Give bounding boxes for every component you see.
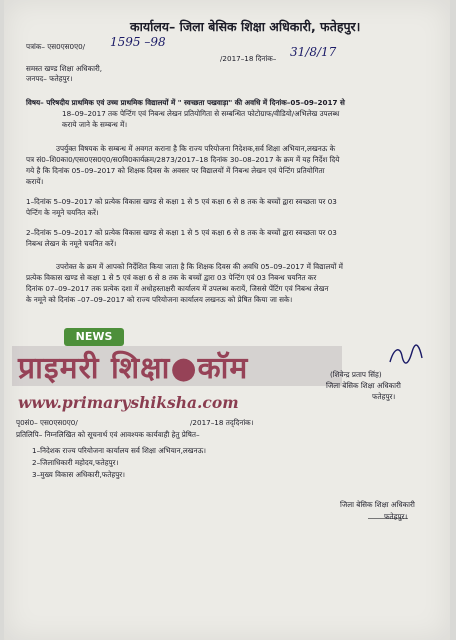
news-badge: NEWS xyxy=(64,328,124,346)
addressee-line-1: समस्त खण्ड शिक्षा अधिकारी, xyxy=(26,64,103,73)
para4-line-3: दिनांक 07–09–2017 तक प्रत्येक दशा में अधोहस्ताक्षरी कार्यालय में उपलब्ध करायें, जिससे पेंटिंग एवं निबन्ध लेखन xyxy=(26,284,329,293)
copy-intro: प्रतिलिपि– निम्नलिखित को सूचनार्थ एवं आवश्यक कार्यवाही हेतु प्रेषित– xyxy=(16,430,200,439)
office-header: कार्यालय– जिला बेसिक शिक्षा अधिकारी, फतेहपुर। xyxy=(130,19,361,34)
para2-line-2: पेन्टिंग के नमूने चयनित करें। xyxy=(26,208,99,217)
subject-line-2: 18–09–2017 तक पेन्टिंग एवं निबन्ध लेखन प्रतियोगिता से सम्बन्धित फोटोग्राफ/वीडियो/अभिलेख उपलब्ध xyxy=(62,109,340,118)
para3-line-2: निबन्ध लेखन के नमूने चयनित करें। xyxy=(26,239,117,248)
patrank-handwritten: 1595 –98 xyxy=(110,35,166,49)
signatory-designation: जिला बेसिक शिक्षा अधिकारी xyxy=(326,381,401,390)
para1-line-4: करायें। xyxy=(26,177,44,186)
subject-line-1: विषय– परिषदीय प्राथमिक एवं उच्च प्राथमिक विद्यालयों में " स्वच्छता पखवाड़ा" की अवधि में दिनांक–05–09–2017 से xyxy=(26,98,345,107)
para4-line-1: उपरोक्त के क्रम में आपको निर्देशित किया जाता है कि शिक्षक दिवस की अवधि 05–09–2017 में विद्यालयों में xyxy=(56,262,343,271)
copy-item-2: 2–जिलाधिकारी महोदय,फतेहपुर। xyxy=(32,458,119,467)
para1-line-2: पत्र सं0–शि0का0/एस0एस0ए0/स0वि0कार्यक्रम/2873/2017–18 दिनांक 30–08–2017 के क्रम में यह निर्देश दिये xyxy=(26,155,340,164)
document-page xyxy=(4,0,450,640)
para3-line-1: 2–दिनांक 5–09–2017 को प्रत्येक विकास खण्ड से कक्षा 1 से 5 एवं कक्षा 6 से 8 तक के बच्चों द्वारा स्वच्छता पर 03 xyxy=(26,228,337,237)
para1-line-1: उपर्युक्त विषयक के सम्बन्ध में अवगत कराना है कि राज्य परियोजना निदेशक,सर्व शिक्षा अभियान,लखनऊ के xyxy=(56,144,336,153)
watermark-title: प्राइमरी शिक्षा●कॉम xyxy=(18,351,249,386)
footer-designation: जिला बेसिक शिक्षा अधिकारी xyxy=(340,500,415,509)
patrank-label: पत्रांक– एस0एस0ए0/ xyxy=(26,42,86,51)
addressee-line-2: जनपद– फतेहपुर। xyxy=(26,74,73,83)
para4-line-2: प्रत्येक विकास खण्ड से कक्षा 1 से 5 एवं कक्षा 6 से 8 तक के बच्चों द्वारा 03 पेन्टिंग एवं 03 निबन्ध चयनित कर xyxy=(26,273,317,282)
subject-line-3: कराये जाने के सम्बन्ध में। xyxy=(62,120,128,129)
watermark-url: www.primaryshiksha.com xyxy=(18,393,239,412)
para1-line-3: गये है कि दिनांक 05–09–2017 को शिक्षक दिवस के अवसर पर विद्यालयों में निबन्ध लेखन एवं पेन्टिंग प्रतियोगिता xyxy=(26,166,325,175)
para2-line-1: 1–दिनांक 5–09–2017 को प्रत्येक विकास खण्ड से कक्षा 1 से 5 एवं कक्षा 6 से 8 तक के बच्चों द्वारा स्वच्छता पर 03 xyxy=(26,197,337,206)
signatory-place: फतेहपुर। xyxy=(372,392,396,401)
footer-place: फतेहपुर। xyxy=(384,512,408,521)
para4-line-4: के नमूने को दिनांक –07–09–2017 को राज्य परियोजना कार्यालय लखनऊ को प्रेषित किया जा सके। xyxy=(26,295,293,304)
year-date-label: /2017–18 दिनांक– xyxy=(220,54,277,63)
copy-ref-year: /2017–18 तद्‌दिनांक। xyxy=(190,418,254,427)
copy-item-3: 3–मुख्य विकास अधिकारी,फतेहपुर। xyxy=(32,470,125,479)
signature-scribble-icon xyxy=(386,342,426,370)
signatory-name: (शिवेन्द्र प्रताप सिंह) xyxy=(330,370,382,379)
copy-item-1: 1–निदेशक राज्य परियोजना कार्यालय सर्व शिक्षा अभियान,लखनऊ। xyxy=(32,446,207,455)
date-handwritten: 31/8/17 xyxy=(290,45,337,59)
copy-ref-label: पृ0सं0– एस0एस0ए0/ xyxy=(16,418,78,427)
